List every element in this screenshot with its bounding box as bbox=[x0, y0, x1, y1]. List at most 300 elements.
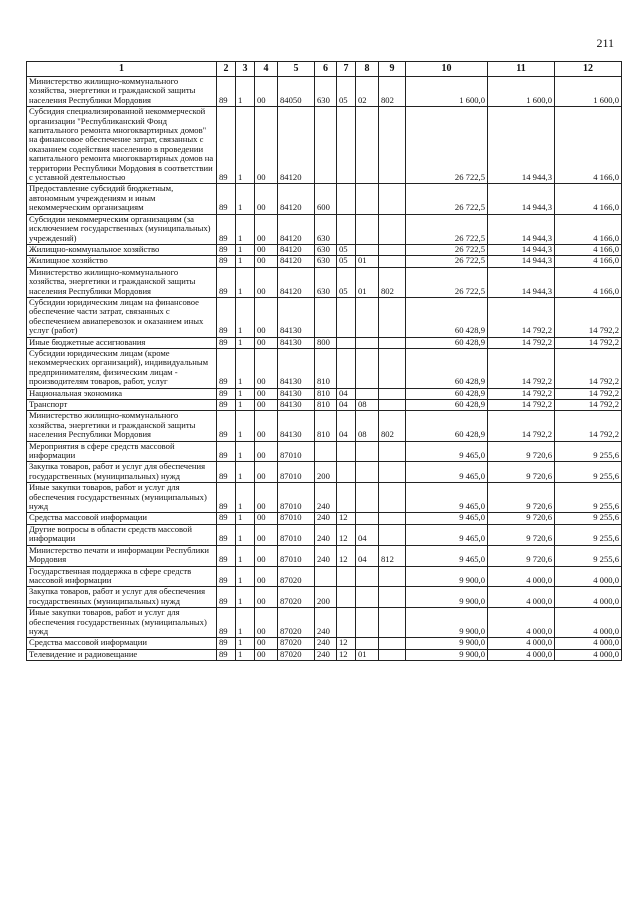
column-header: 7 bbox=[337, 62, 356, 77]
header-row bbox=[27, 62, 622, 77]
code-5-cell: 87020 bbox=[278, 587, 315, 608]
code-4-cell: 00 bbox=[255, 545, 278, 566]
code-7-cell bbox=[337, 587, 356, 608]
code-4-cell: 00 bbox=[255, 649, 278, 660]
code-3-cell: 1 bbox=[236, 348, 255, 388]
code-8-cell bbox=[356, 107, 379, 184]
code-4-cell: 00 bbox=[255, 462, 278, 483]
code-5-cell: 84120 bbox=[278, 214, 315, 244]
code-7-cell: 12 bbox=[337, 513, 356, 524]
row-name-cell: Министерство жилищно-коммунального хозяйства, энергетики и гражданской защиты населения Республики Мордовия bbox=[27, 77, 217, 107]
amount-10-cell: 9 465,0 bbox=[406, 462, 488, 483]
amount-10-cell: 60 428,9 bbox=[406, 400, 488, 411]
code-6-cell: 240 bbox=[315, 608, 337, 638]
code-7-cell bbox=[337, 214, 356, 244]
row-name-cell: Субсидия специализированной некоммерческой организации "Республиканский Фонд капитального ремонта многоквартирных домов" на финансовое обеспечение затрат, связанных с оказанием содействия населению в проведении капитального ремонта многоквартирных домов на территории Республики Мордовия в соответствии с уставной деятельностью bbox=[27, 107, 217, 184]
code-6-cell: 630 bbox=[315, 267, 337, 297]
amount-12-cell: 4 000,0 bbox=[555, 649, 622, 660]
code-6-cell: 630 bbox=[315, 256, 337, 267]
code-3-cell: 1 bbox=[236, 107, 255, 184]
amount-12-cell: 4 000,0 bbox=[555, 566, 622, 587]
code-6-cell: 630 bbox=[315, 77, 337, 107]
code-2-cell: 89 bbox=[217, 214, 236, 244]
column-header: 12 bbox=[555, 62, 622, 77]
amount-10-cell: 60 428,9 bbox=[406, 348, 488, 388]
amount-10-cell: 26 722,5 bbox=[406, 184, 488, 214]
code-4-cell: 00 bbox=[255, 297, 278, 337]
code-8-cell bbox=[356, 462, 379, 483]
code-3-cell: 1 bbox=[236, 184, 255, 214]
code-7-cell bbox=[337, 348, 356, 388]
amount-10-cell: 9 465,0 bbox=[406, 524, 488, 545]
row-name-cell: Средства массовой информации bbox=[27, 513, 217, 524]
code-5-cell: 87020 bbox=[278, 608, 315, 638]
amount-11-cell: 1 600,0 bbox=[488, 77, 555, 107]
row-name-cell: Министерство жилищно-коммунального хозяйства, энергетики и гражданской защиты населения Республики Мордовия bbox=[27, 267, 217, 297]
code-5-cell: 84120 bbox=[278, 184, 315, 214]
code-5-cell: 87020 bbox=[278, 649, 315, 660]
amount-12-cell: 14 792,2 bbox=[555, 411, 622, 441]
amount-10-cell: 1 600,0 bbox=[406, 77, 488, 107]
code-3-cell: 1 bbox=[236, 388, 255, 399]
amount-12-cell: 9 255,6 bbox=[555, 545, 622, 566]
table-row bbox=[27, 441, 622, 462]
code-7-cell bbox=[337, 184, 356, 214]
code-4-cell: 00 bbox=[255, 587, 278, 608]
code-5-cell: 84130 bbox=[278, 337, 315, 348]
code-2-cell: 89 bbox=[217, 348, 236, 388]
code-9-cell bbox=[379, 513, 406, 524]
amount-10-cell: 9 465,0 bbox=[406, 483, 488, 513]
code-3-cell: 1 bbox=[236, 513, 255, 524]
code-2-cell: 89 bbox=[217, 638, 236, 649]
code-2-cell: 89 bbox=[217, 608, 236, 638]
code-9-cell bbox=[379, 348, 406, 388]
code-8-cell bbox=[356, 566, 379, 587]
amount-11-cell: 14 944,3 bbox=[488, 107, 555, 184]
row-name-cell: Министерство жилищно-коммунального хозяйства, энергетики и гражданской защиты населения Республики Мордовия bbox=[27, 411, 217, 441]
code-4-cell: 00 bbox=[255, 441, 278, 462]
table-row bbox=[27, 513, 622, 524]
table-row bbox=[27, 638, 622, 649]
code-5-cell: 87010 bbox=[278, 545, 315, 566]
code-7-cell bbox=[337, 483, 356, 513]
code-9-cell bbox=[379, 388, 406, 399]
code-7-cell bbox=[337, 608, 356, 638]
row-name-cell: Жилищно-коммунальное хозяйство bbox=[27, 244, 217, 255]
code-8-cell: 08 bbox=[356, 400, 379, 411]
code-6-cell: 810 bbox=[315, 411, 337, 441]
code-3-cell: 1 bbox=[236, 462, 255, 483]
code-9-cell: 812 bbox=[379, 545, 406, 566]
code-9-cell bbox=[379, 483, 406, 513]
amount-10-cell: 60 428,9 bbox=[406, 337, 488, 348]
row-name-cell: Субсидии юридическим лицам (кроме некоммерческих организаций), индивидуальным предпринимателям, физическим лицам - производителям товаров, работ, услуг bbox=[27, 348, 217, 388]
code-2-cell: 89 bbox=[217, 256, 236, 267]
code-2-cell: 89 bbox=[217, 244, 236, 255]
code-6-cell: 630 bbox=[315, 244, 337, 255]
amount-11-cell: 14 944,3 bbox=[488, 244, 555, 255]
table-row bbox=[27, 649, 622, 660]
row-name-cell: Средства массовой информации bbox=[27, 638, 217, 649]
code-5-cell: 84050 bbox=[278, 77, 315, 107]
code-6-cell: 630 bbox=[315, 214, 337, 244]
code-7-cell bbox=[337, 441, 356, 462]
code-5-cell: 84130 bbox=[278, 388, 315, 399]
table-row bbox=[27, 566, 622, 587]
code-9-cell bbox=[379, 608, 406, 638]
amount-10-cell: 26 722,5 bbox=[406, 107, 488, 184]
table-row bbox=[27, 267, 622, 297]
amount-10-cell: 26 722,5 bbox=[406, 244, 488, 255]
code-5-cell: 84130 bbox=[278, 411, 315, 441]
code-6-cell: 240 bbox=[315, 649, 337, 660]
amount-11-cell: 9 720,6 bbox=[488, 524, 555, 545]
row-name-cell: Министерство печати и информации Республики Мордовия bbox=[27, 545, 217, 566]
column-header: 4 bbox=[255, 62, 278, 77]
code-8-cell bbox=[356, 513, 379, 524]
code-9-cell bbox=[379, 587, 406, 608]
code-9-cell: 802 bbox=[379, 267, 406, 297]
code-8-cell bbox=[356, 184, 379, 214]
column-header: 1 bbox=[27, 62, 217, 77]
code-8-cell bbox=[356, 297, 379, 337]
code-7-cell: 04 bbox=[337, 388, 356, 399]
table-row bbox=[27, 297, 622, 337]
amount-12-cell: 9 255,6 bbox=[555, 462, 622, 483]
table-row bbox=[27, 107, 622, 184]
code-8-cell: 01 bbox=[356, 267, 379, 297]
amount-11-cell: 14 792,2 bbox=[488, 388, 555, 399]
amount-10-cell: 26 722,5 bbox=[406, 214, 488, 244]
code-7-cell bbox=[337, 297, 356, 337]
table-row bbox=[27, 337, 622, 348]
code-8-cell bbox=[356, 638, 379, 649]
code-2-cell: 89 bbox=[217, 649, 236, 660]
row-name-cell: Транспорт bbox=[27, 400, 217, 411]
amount-12-cell: 4 166,0 bbox=[555, 244, 622, 255]
amount-10-cell: 60 428,9 bbox=[406, 411, 488, 441]
amount-12-cell: 4 166,0 bbox=[555, 184, 622, 214]
amount-10-cell: 60 428,9 bbox=[406, 388, 488, 399]
code-3-cell: 1 bbox=[236, 608, 255, 638]
amount-12-cell: 4 000,0 bbox=[555, 608, 622, 638]
row-name-cell: Жилищное хозяйство bbox=[27, 256, 217, 267]
table-row bbox=[27, 244, 622, 255]
code-7-cell: 12 bbox=[337, 638, 356, 649]
code-3-cell: 1 bbox=[236, 638, 255, 649]
code-3-cell: 1 bbox=[236, 587, 255, 608]
code-8-cell: 01 bbox=[356, 649, 379, 660]
code-6-cell bbox=[315, 297, 337, 337]
code-3-cell: 1 bbox=[236, 545, 255, 566]
code-6-cell: 600 bbox=[315, 184, 337, 214]
amount-10-cell: 60 428,9 bbox=[406, 297, 488, 337]
column-header: 5 bbox=[278, 62, 315, 77]
code-2-cell: 89 bbox=[217, 566, 236, 587]
row-name-cell: Иные закупки товаров, работ и услуг для обеспечения государственных (муниципальных) нужд bbox=[27, 483, 217, 513]
amount-11-cell: 9 720,6 bbox=[488, 483, 555, 513]
code-6-cell bbox=[315, 107, 337, 184]
code-6-cell: 810 bbox=[315, 400, 337, 411]
code-9-cell bbox=[379, 244, 406, 255]
code-9-cell: 802 bbox=[379, 77, 406, 107]
column-header: 11 bbox=[488, 62, 555, 77]
page-number: 211 bbox=[596, 36, 614, 50]
code-8-cell: 02 bbox=[356, 77, 379, 107]
code-6-cell: 810 bbox=[315, 388, 337, 399]
code-6-cell bbox=[315, 441, 337, 462]
code-7-cell bbox=[337, 107, 356, 184]
code-6-cell: 240 bbox=[315, 524, 337, 545]
amount-11-cell: 14 944,3 bbox=[488, 184, 555, 214]
code-9-cell bbox=[379, 256, 406, 267]
code-5-cell: 84120 bbox=[278, 107, 315, 184]
code-3-cell: 1 bbox=[236, 267, 255, 297]
code-5-cell: 87010 bbox=[278, 524, 315, 545]
amount-10-cell: 9 900,0 bbox=[406, 587, 488, 608]
code-5-cell: 87010 bbox=[278, 462, 315, 483]
code-9-cell bbox=[379, 441, 406, 462]
row-name-cell: Закупка товаров, работ и услуг для обеспечения государственных (муниципальных) нужд bbox=[27, 462, 217, 483]
amount-11-cell: 4 000,0 bbox=[488, 638, 555, 649]
code-4-cell: 00 bbox=[255, 337, 278, 348]
code-7-cell: 05 bbox=[337, 244, 356, 255]
code-4-cell: 00 bbox=[255, 608, 278, 638]
amount-11-cell: 14 944,3 bbox=[488, 267, 555, 297]
code-9-cell bbox=[379, 107, 406, 184]
code-6-cell: 810 bbox=[315, 348, 337, 388]
code-4-cell: 00 bbox=[255, 348, 278, 388]
code-7-cell: 04 bbox=[337, 411, 356, 441]
code-8-cell bbox=[356, 483, 379, 513]
table-row bbox=[27, 77, 622, 107]
amount-10-cell: 9 465,0 bbox=[406, 513, 488, 524]
amount-10-cell: 9 900,0 bbox=[406, 649, 488, 660]
code-4-cell: 00 bbox=[255, 388, 278, 399]
code-7-cell bbox=[337, 462, 356, 483]
code-5-cell: 87010 bbox=[278, 483, 315, 513]
amount-12-cell: 9 255,6 bbox=[555, 483, 622, 513]
amount-11-cell: 14 792,2 bbox=[488, 400, 555, 411]
code-3-cell: 1 bbox=[236, 441, 255, 462]
code-5-cell: 87010 bbox=[278, 513, 315, 524]
code-2-cell: 89 bbox=[217, 400, 236, 411]
code-3-cell: 1 bbox=[236, 524, 255, 545]
column-header: 2 bbox=[217, 62, 236, 77]
code-8-cell bbox=[356, 337, 379, 348]
code-9-cell bbox=[379, 524, 406, 545]
amount-11-cell: 4 000,0 bbox=[488, 587, 555, 608]
code-3-cell: 1 bbox=[236, 244, 255, 255]
amount-11-cell: 9 720,6 bbox=[488, 462, 555, 483]
code-2-cell: 89 bbox=[217, 77, 236, 107]
amount-12-cell: 14 792,2 bbox=[555, 348, 622, 388]
table-row bbox=[27, 400, 622, 411]
row-name-cell: Телевидение и радиовещание bbox=[27, 649, 217, 660]
code-5-cell: 84120 bbox=[278, 267, 315, 297]
table-row bbox=[27, 411, 622, 441]
code-5-cell: 87020 bbox=[278, 638, 315, 649]
amount-11-cell: 14 792,2 bbox=[488, 337, 555, 348]
code-4-cell: 00 bbox=[255, 400, 278, 411]
code-4-cell: 00 bbox=[255, 256, 278, 267]
code-5-cell: 84130 bbox=[278, 297, 315, 337]
code-2-cell: 89 bbox=[217, 267, 236, 297]
amount-11-cell: 9 720,6 bbox=[488, 545, 555, 566]
code-6-cell: 200 bbox=[315, 462, 337, 483]
code-2-cell: 89 bbox=[217, 411, 236, 441]
code-8-cell: 04 bbox=[356, 524, 379, 545]
code-9-cell bbox=[379, 337, 406, 348]
table-row bbox=[27, 388, 622, 399]
table-row bbox=[27, 348, 622, 388]
code-4-cell: 00 bbox=[255, 638, 278, 649]
code-2-cell: 89 bbox=[217, 483, 236, 513]
code-9-cell bbox=[379, 649, 406, 660]
code-2-cell: 89 bbox=[217, 107, 236, 184]
column-header: 8 bbox=[356, 62, 379, 77]
code-7-cell: 12 bbox=[337, 649, 356, 660]
code-3-cell: 1 bbox=[236, 297, 255, 337]
table-row bbox=[27, 462, 622, 483]
code-6-cell: 240 bbox=[315, 545, 337, 566]
row-name-cell: Иные бюджетные ассигнования bbox=[27, 337, 217, 348]
code-2-cell: 89 bbox=[217, 462, 236, 483]
code-7-cell bbox=[337, 566, 356, 587]
code-3-cell: 1 bbox=[236, 77, 255, 107]
amount-11-cell: 14 792,2 bbox=[488, 348, 555, 388]
amount-11-cell: 14 944,3 bbox=[488, 256, 555, 267]
code-9-cell bbox=[379, 214, 406, 244]
code-2-cell: 89 bbox=[217, 441, 236, 462]
amount-12-cell: 14 792,2 bbox=[555, 297, 622, 337]
table-body bbox=[27, 77, 622, 661]
amount-10-cell: 9 900,0 bbox=[406, 638, 488, 649]
code-4-cell: 00 bbox=[255, 77, 278, 107]
table-row bbox=[27, 545, 622, 566]
code-8-cell bbox=[356, 587, 379, 608]
code-2-cell: 89 bbox=[217, 184, 236, 214]
amount-10-cell: 9 900,0 bbox=[406, 566, 488, 587]
code-8-cell bbox=[356, 214, 379, 244]
code-8-cell bbox=[356, 348, 379, 388]
code-6-cell: 240 bbox=[315, 483, 337, 513]
code-5-cell: 84120 bbox=[278, 256, 315, 267]
column-header: 10 bbox=[406, 62, 488, 77]
code-8-cell bbox=[356, 441, 379, 462]
code-4-cell: 00 bbox=[255, 513, 278, 524]
code-4-cell: 00 bbox=[255, 244, 278, 255]
amount-12-cell: 14 792,2 bbox=[555, 337, 622, 348]
amount-10-cell: 9 900,0 bbox=[406, 608, 488, 638]
amount-12-cell: 4 000,0 bbox=[555, 587, 622, 608]
code-9-cell bbox=[379, 400, 406, 411]
row-name-cell: Субсидии некоммерческим организациям (за исключением государственных (муниципальных) учреждений) bbox=[27, 214, 217, 244]
code-2-cell: 89 bbox=[217, 545, 236, 566]
code-8-cell bbox=[356, 608, 379, 638]
code-4-cell: 00 bbox=[255, 411, 278, 441]
code-9-cell bbox=[379, 566, 406, 587]
table-row bbox=[27, 587, 622, 608]
code-2-cell: 89 bbox=[217, 337, 236, 348]
code-6-cell bbox=[315, 566, 337, 587]
table-row bbox=[27, 214, 622, 244]
code-7-cell: 05 bbox=[337, 256, 356, 267]
code-4-cell: 00 bbox=[255, 214, 278, 244]
amount-11-cell: 4 000,0 bbox=[488, 566, 555, 587]
code-4-cell: 00 bbox=[255, 483, 278, 513]
code-5-cell: 84130 bbox=[278, 400, 315, 411]
code-3-cell: 1 bbox=[236, 256, 255, 267]
code-8-cell: 08 bbox=[356, 411, 379, 441]
table-row bbox=[27, 608, 622, 638]
code-6-cell: 240 bbox=[315, 638, 337, 649]
amount-11-cell: 4 000,0 bbox=[488, 608, 555, 638]
amount-12-cell: 4 166,0 bbox=[555, 107, 622, 184]
code-2-cell: 89 bbox=[217, 587, 236, 608]
amount-12-cell: 4 166,0 bbox=[555, 267, 622, 297]
code-4-cell: 00 bbox=[255, 107, 278, 184]
code-6-cell: 800 bbox=[315, 337, 337, 348]
table-row bbox=[27, 256, 622, 267]
code-5-cell: 84120 bbox=[278, 244, 315, 255]
code-3-cell: 1 bbox=[236, 214, 255, 244]
amount-12-cell: 14 792,2 bbox=[555, 388, 622, 399]
code-8-cell bbox=[356, 244, 379, 255]
code-8-cell: 04 bbox=[356, 545, 379, 566]
amount-12-cell: 1 600,0 bbox=[555, 77, 622, 107]
code-3-cell: 1 bbox=[236, 411, 255, 441]
amount-12-cell: 9 255,6 bbox=[555, 524, 622, 545]
code-7-cell: 12 bbox=[337, 545, 356, 566]
amount-11-cell: 4 000,0 bbox=[488, 649, 555, 660]
row-name-cell: Предоставление субсидий бюджетным, автономным учреждениям и иным некоммерческим организациям bbox=[27, 184, 217, 214]
code-6-cell: 200 bbox=[315, 587, 337, 608]
amount-10-cell: 9 465,0 bbox=[406, 441, 488, 462]
row-name-cell: Иные закупки товаров, работ и услуг для обеспечения государственных (муниципальных) нужд bbox=[27, 608, 217, 638]
amount-10-cell: 26 722,5 bbox=[406, 267, 488, 297]
amount-12-cell: 14 792,2 bbox=[555, 400, 622, 411]
table-row bbox=[27, 524, 622, 545]
row-name-cell: Мероприятия в сфере средств массовой информации bbox=[27, 441, 217, 462]
code-8-cell bbox=[356, 388, 379, 399]
code-5-cell: 87010 bbox=[278, 441, 315, 462]
table-row bbox=[27, 184, 622, 214]
code-9-cell bbox=[379, 297, 406, 337]
amount-12-cell: 4 000,0 bbox=[555, 638, 622, 649]
code-4-cell: 00 bbox=[255, 267, 278, 297]
amount-11-cell: 14 792,2 bbox=[488, 297, 555, 337]
code-9-cell bbox=[379, 638, 406, 649]
code-2-cell: 89 bbox=[217, 388, 236, 399]
amount-11-cell: 14 944,3 bbox=[488, 214, 555, 244]
code-3-cell: 1 bbox=[236, 649, 255, 660]
row-name-cell: Другие вопросы в области средств массовой информации bbox=[27, 524, 217, 545]
amount-11-cell: 9 720,6 bbox=[488, 513, 555, 524]
code-2-cell: 89 bbox=[217, 297, 236, 337]
code-7-cell: 12 bbox=[337, 524, 356, 545]
code-5-cell: 87020 bbox=[278, 566, 315, 587]
amount-12-cell: 9 255,6 bbox=[555, 513, 622, 524]
code-9-cell: 802 bbox=[379, 411, 406, 441]
column-header: 6 bbox=[315, 62, 337, 77]
code-3-cell: 1 bbox=[236, 400, 255, 411]
code-2-cell: 89 bbox=[217, 513, 236, 524]
column-header: 3 bbox=[236, 62, 255, 77]
row-name-cell: Государственная поддержка в сфере средств массовой информации bbox=[27, 566, 217, 587]
code-6-cell: 240 bbox=[315, 513, 337, 524]
